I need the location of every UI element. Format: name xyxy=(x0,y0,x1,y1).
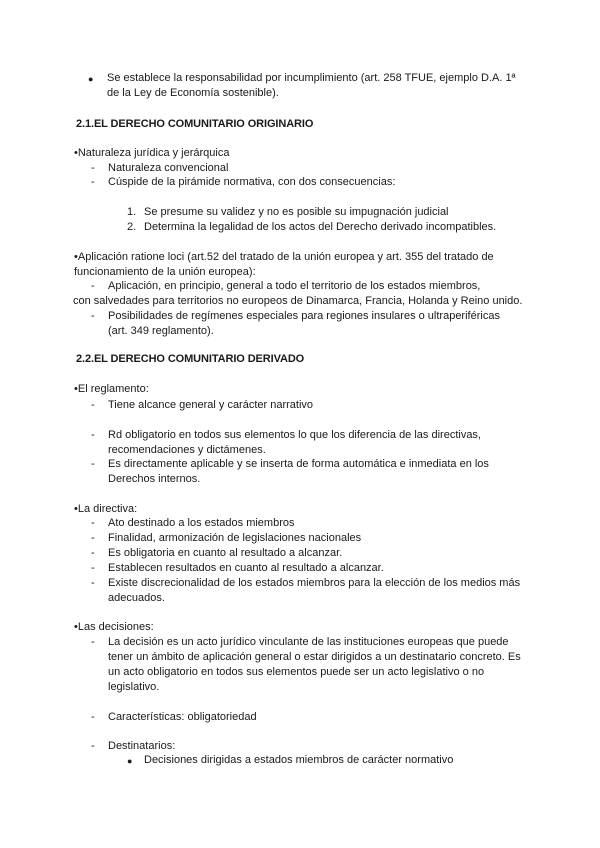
list-item-continuation: adecuados. xyxy=(108,592,165,604)
list-item: Es obligatoria en cuanto al resultado a alcanzar. xyxy=(108,547,343,559)
directiva-title: •La directiva: xyxy=(74,503,138,515)
list-item: Destinatarios: xyxy=(108,740,176,752)
list-item-continuation: Derechos internos. xyxy=(108,473,201,485)
dash-icon: - xyxy=(91,547,95,559)
list-item: Establecen resultados en cuanto al resultado a alcanzar. xyxy=(108,562,384,574)
list-item-continuation: legislativo. xyxy=(108,681,160,693)
dash-icon: - xyxy=(91,310,95,322)
intro-line-1: Se establece la responsabilidad por incumplimiento (art. 258 TFUE, ejemplo D.A. 1ª xyxy=(107,72,516,84)
numbered-item: Determina la legalidad de los actos del Derecho derivado incompatibles. xyxy=(144,221,497,233)
list-item: Aplicación, en principio, general a todo el territorio de los estados miembros, xyxy=(108,280,481,292)
list-item-continuation: tener un ámbito de aplicación general o estar dirigidos a un destinatario concreto. Es xyxy=(108,651,521,663)
dash-icon: - xyxy=(91,399,95,411)
aplicacion-title-line-1: •Aplicación ratione loci (art.52 del tratado de la unión europea y art. 355 del tratado de xyxy=(74,251,494,263)
dash-icon: - xyxy=(91,162,95,174)
naturaleza-title: •Naturaleza jurídica y jerárquica xyxy=(74,147,230,159)
list-item-continuation: (art. 349 reglamento). xyxy=(108,325,214,337)
list-item: Ato destinado a los estados miembros xyxy=(108,517,295,529)
list-item-continuation: recomendaciones y dictámenes. xyxy=(108,444,266,456)
list-item: Naturaleza convencional xyxy=(108,162,229,174)
list-number: 2. xyxy=(127,221,137,233)
list-item: Finalidad, armonización de legislaciones nacionales xyxy=(108,532,362,544)
intro-line-2: de la Ley de Economía sostenible). xyxy=(107,87,279,99)
bullet-icon: ● xyxy=(127,756,133,766)
dash-icon: - xyxy=(91,458,95,470)
list-item: Es directamente aplicable y se inserta de forma automática e inmediata en los xyxy=(108,458,489,470)
section-heading-2-2: 2.2.EL DERECHO COMUNITARIO DERIVADO xyxy=(76,353,305,365)
numbered-item: Se presume su validez y no es posible su impugnación judicial xyxy=(144,206,449,218)
sub-list-item: Decisiones dirigidas a estados miembros de carácter normativo xyxy=(144,754,454,766)
decisiones-title: •Las decisiones: xyxy=(74,621,154,633)
dash-icon: - xyxy=(91,176,95,188)
list-item: Posibilidades de regímenes especiales para regiones insulares o ultraperiféricas xyxy=(108,310,500,322)
list-number: 1. xyxy=(127,206,137,218)
dash-icon: - xyxy=(91,562,95,574)
dash-icon: - xyxy=(91,429,95,441)
dash-icon: - xyxy=(91,711,95,723)
bullet-icon: ● xyxy=(88,74,94,84)
list-item: Cúspide de la pirámide normativa, con dos consecuencias: xyxy=(108,176,396,188)
list-item-continuation: con salvedades para territorios no europeos de Dinamarca, Francia, Holanda y Reino unido. xyxy=(73,295,523,307)
dash-icon: - xyxy=(91,636,95,648)
list-item: Existe discrecionalidad de los estados miembros para la elección de los medios más xyxy=(108,577,521,589)
aplicacion-title-line-2: funcionamiento de la unión europea): xyxy=(74,266,256,278)
dash-icon: - xyxy=(91,517,95,529)
section-heading-2-1: 2.1.EL DERECHO COMUNITARIO ORIGINARIO xyxy=(76,118,314,130)
list-item: Rd obligatorio en todos sus elementos lo que los diferencia de las directivas, xyxy=(108,429,481,441)
dash-icon: - xyxy=(91,740,95,752)
reglamento-title: •El reglamento: xyxy=(74,383,149,395)
dash-icon: - xyxy=(91,532,95,544)
list-item: La decisión es un acto jurídico vinculante de las instituciones europeas que puede xyxy=(108,636,509,648)
list-item: Tiene alcance general y carácter narrativo xyxy=(108,399,314,411)
dash-icon: - xyxy=(91,280,95,292)
list-item-continuation: un acto obligatorio en todos sus elementos puede ser un acto legislativo o no xyxy=(108,666,485,678)
dash-icon: - xyxy=(91,577,95,589)
list-item: Características: obligatoriedad xyxy=(108,711,257,723)
